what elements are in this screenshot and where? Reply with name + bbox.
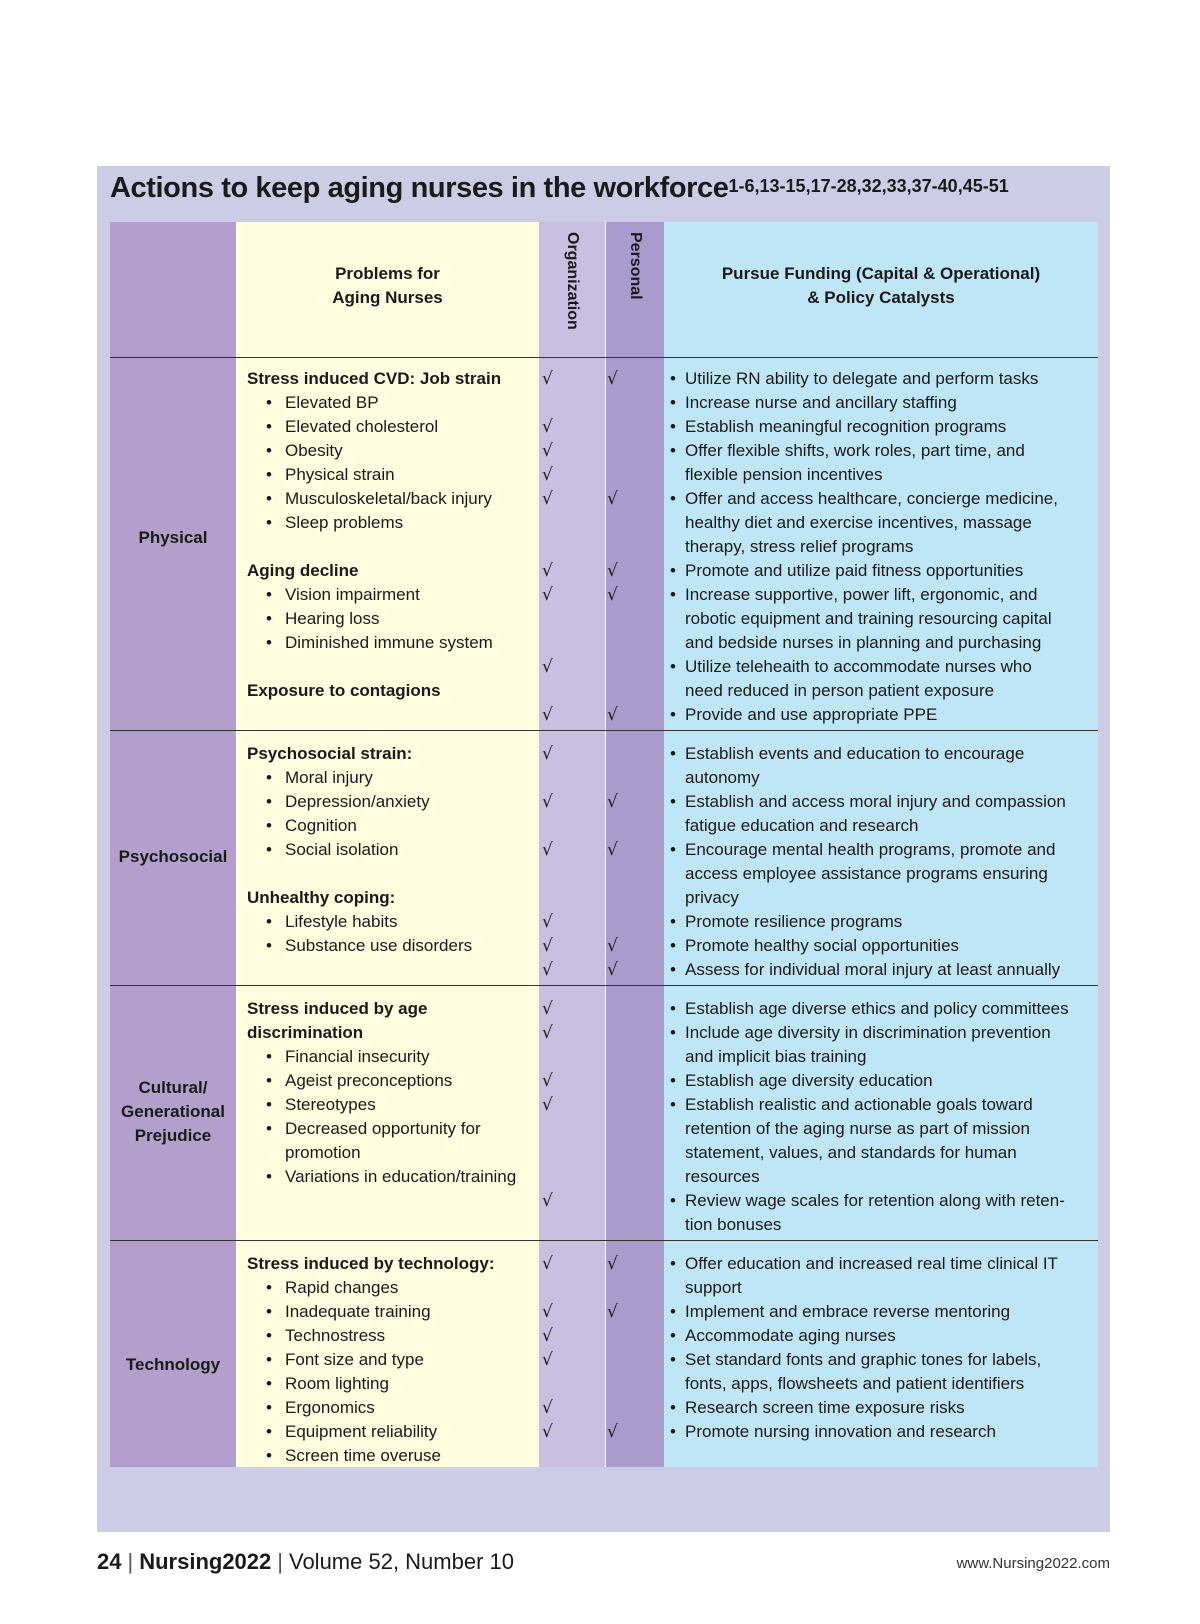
personal-check: √ bbox=[607, 1302, 618, 1322]
funding-item-continued: flexible pension incentives bbox=[685, 465, 883, 484]
organization-check: √ bbox=[542, 1326, 553, 1346]
funding-item-text: Include age diversity in discrimination prevention bbox=[685, 1023, 1051, 1042]
problem-item-text: Moral injury bbox=[285, 768, 373, 787]
problem-item-text: Screen time overuse bbox=[285, 1446, 441, 1465]
funding-item-text: Establish meaningful recognition programs bbox=[685, 417, 1007, 436]
personal-check: √ bbox=[607, 960, 618, 980]
header-problems bbox=[236, 262, 539, 310]
header-problems-line-2: Aging Nurses bbox=[332, 288, 443, 307]
organization-check: √ bbox=[542, 744, 553, 764]
funding-item-continued: fatigue education and research bbox=[685, 816, 919, 835]
category-line: Generational bbox=[121, 1102, 225, 1121]
header-personal: Personal bbox=[627, 232, 644, 300]
problem-item-text: Elevated BP bbox=[285, 393, 379, 412]
organization-check: √ bbox=[542, 489, 553, 509]
problem-item-text: Substance use disorders bbox=[285, 936, 473, 955]
funding-item-continued: access employee assistance programs ensuring bbox=[685, 864, 1048, 883]
category-line: Prejudice bbox=[134, 1126, 212, 1145]
page-number: 24 bbox=[97, 1549, 122, 1574]
funding-item-text: Encourage mental health programs, promote and bbox=[685, 840, 1056, 859]
organization-check: √ bbox=[542, 1191, 553, 1211]
organization-check: √ bbox=[542, 792, 553, 812]
funding-item-continued: resources bbox=[685, 1167, 760, 1186]
funding-item-text: Promote nursing innovation and research bbox=[685, 1422, 996, 1441]
problem-item-text: Depression/anxiety bbox=[285, 792, 430, 811]
organization-check: √ bbox=[542, 1095, 553, 1115]
funding-item-continued: and implicit bias training bbox=[685, 1047, 867, 1066]
personal-check: √ bbox=[607, 840, 618, 860]
problem-item-text: Financial insecurity bbox=[285, 1047, 430, 1066]
title-text: Actions to keep aging nurses in the workforce bbox=[110, 172, 729, 204]
funding-item-continued: therapy, stress relief programs bbox=[685, 537, 914, 556]
problem-item-text: Decreased opportunity for bbox=[285, 1119, 481, 1138]
organization-check: √ bbox=[542, 1023, 553, 1043]
organization-check: √ bbox=[542, 561, 553, 581]
problem-item-text: Diminished immune system bbox=[285, 633, 493, 652]
funding-item-text: Promote and utilize paid fitness opportunities bbox=[685, 561, 1024, 580]
organization-check: √ bbox=[542, 441, 553, 461]
funding-item-text: Assess for individual moral injury at least annually bbox=[685, 960, 1061, 979]
problem-item-text: Ergonomics bbox=[285, 1398, 375, 1417]
funding-item-text: Increase supportive, power lift, ergonomic, and bbox=[685, 585, 1038, 604]
funding-item-text: Offer education and increased real time clinical IT bbox=[685, 1254, 1058, 1273]
organization-check: √ bbox=[542, 705, 553, 725]
problem-item-text: Room lighting bbox=[285, 1374, 389, 1393]
category-psychosocial: Psychosocial bbox=[118, 847, 228, 866]
problem-item-text: Lifestyle habits bbox=[285, 912, 398, 931]
problem-heading: Stress induced by age bbox=[247, 999, 428, 1018]
problem-heading: Psychosocial strain: bbox=[247, 744, 413, 763]
funding-item-text: Establish events and education to encourage bbox=[685, 744, 1025, 763]
problem-item-text: Physical strain bbox=[285, 465, 395, 484]
row-divider bbox=[110, 985, 1098, 986]
header-funding bbox=[664, 262, 1098, 310]
funding-item-text: Offer and access healthcare, concierge medicine, bbox=[685, 489, 1058, 508]
funding-item-continued: privacy bbox=[685, 888, 739, 907]
category-line: Cultural/ bbox=[138, 1078, 208, 1097]
funding-item-continued: tion bonuses bbox=[685, 1215, 782, 1234]
problem-item-text: Equipment reliability bbox=[285, 1422, 438, 1441]
funding-item-continued: need reduced in person patient exposure bbox=[685, 681, 995, 700]
problem-item-text: Technostress bbox=[285, 1326, 386, 1345]
personal-check: √ bbox=[607, 489, 618, 509]
funding-item-text: Utilize teleheaith to accommodate nurses who bbox=[685, 657, 1032, 676]
organization-check: √ bbox=[542, 999, 553, 1019]
organization-check: √ bbox=[542, 369, 553, 389]
problem-heading: Aging decline bbox=[247, 561, 359, 580]
personal-check: √ bbox=[607, 1422, 618, 1442]
row-divider bbox=[110, 357, 1098, 358]
funding-item-continued: robotic equipment and training resourcing capital bbox=[685, 609, 1052, 628]
problem-heading: Stress induced by technology: bbox=[247, 1254, 495, 1273]
website-link[interactable]: www.Nursing2022.com bbox=[956, 1555, 1110, 1572]
problem-heading: Exposure to contagions bbox=[247, 681, 441, 700]
personal-check: √ bbox=[607, 792, 618, 812]
title-references: 1-6,13-15,17-28,32,33,37-40,45-51 bbox=[728, 176, 1009, 196]
organization-check: √ bbox=[542, 936, 553, 956]
funding-item-text: Research screen time exposure risks bbox=[685, 1398, 965, 1417]
row-divider bbox=[110, 1240, 1098, 1241]
funding-item-text: Provide and use appropriate PPE bbox=[685, 705, 938, 724]
organization-check: √ bbox=[542, 657, 553, 677]
funding-item-text: Establish age diverse ethics and policy committees bbox=[685, 999, 1069, 1018]
personal-check: √ bbox=[607, 705, 618, 725]
organization-check: √ bbox=[542, 417, 553, 437]
table-title bbox=[110, 172, 1009, 205]
organization-check: √ bbox=[542, 1302, 553, 1322]
personal-check: √ bbox=[607, 1254, 618, 1274]
problem-item-text: Font size and type bbox=[285, 1350, 424, 1369]
personal-check: √ bbox=[607, 936, 618, 956]
funding-item-continued: statement, values, and standards for human bbox=[685, 1143, 1017, 1162]
funding-item-text: Promote healthy social opportunities bbox=[685, 936, 960, 955]
magazine-name: Nursing2022 bbox=[139, 1549, 272, 1574]
organization-check: √ bbox=[542, 912, 553, 932]
funding-item-text: Promote resilience programs bbox=[685, 912, 903, 931]
funding-item-text: Utilize RN ability to delegate and perform tasks bbox=[685, 369, 1039, 388]
category-technology: Technology bbox=[125, 1355, 221, 1374]
problem-item-text: Obesity bbox=[285, 441, 343, 460]
problem-item-text: Ageist preconceptions bbox=[285, 1071, 453, 1090]
organization-check: √ bbox=[542, 585, 553, 605]
funding-item-text: Establish realistic and actionable goals toward bbox=[685, 1095, 1033, 1114]
page-footer bbox=[97, 1549, 514, 1575]
row-divider bbox=[110, 730, 1098, 731]
organization-check: √ bbox=[542, 1422, 553, 1442]
problem-item-text: Cognition bbox=[285, 816, 357, 835]
problem-item-text: Social isolation bbox=[285, 840, 399, 859]
funding-item-text: Accommodate aging nurses bbox=[685, 1326, 896, 1345]
problem-item-text: Sleep problems bbox=[285, 513, 404, 532]
funding-item-continued: fonts, apps, flowsheets and patient identifiers bbox=[685, 1374, 1025, 1393]
organization-check: √ bbox=[542, 960, 553, 980]
problem-item-continued: promotion bbox=[285, 1143, 361, 1162]
problem-item-text: Inadequate training bbox=[285, 1302, 431, 1321]
problem-item-text: Vision impairment bbox=[285, 585, 420, 604]
personal-check: √ bbox=[607, 561, 618, 581]
organization-check: √ bbox=[542, 465, 553, 485]
category-cultural-generational-prejudice bbox=[110, 1076, 236, 1148]
funding-item-continued: and bedside nurses in planning and purchasing bbox=[685, 633, 1042, 652]
category-physical: Physical bbox=[138, 528, 208, 547]
funding-item-text: Offer flexible shifts, work roles, part time, and bbox=[685, 441, 1025, 460]
funding-item-text: Set standard fonts and graphic tones for labels, bbox=[685, 1350, 1042, 1369]
problem-heading-continued: discrimination bbox=[247, 1023, 364, 1042]
funding-item-text: Increase nurse and ancillary staffing bbox=[685, 393, 957, 412]
organization-check: √ bbox=[542, 840, 553, 860]
funding-item-text: Establish and access moral injury and compassion bbox=[685, 792, 1066, 811]
organization-check: √ bbox=[542, 1071, 553, 1091]
organization-check: √ bbox=[542, 1398, 553, 1418]
problem-item-text: Rapid changes bbox=[285, 1278, 399, 1297]
header-organization: Organization bbox=[564, 232, 581, 330]
problem-heading: Unhealthy coping: bbox=[247, 888, 396, 907]
funding-item-continued: retention of the aging nurse as part of mission bbox=[685, 1119, 1030, 1138]
organization-check: √ bbox=[542, 1350, 553, 1370]
problem-item-text: Hearing loss bbox=[285, 609, 380, 628]
funding-item-text: Implement and embrace reverse mentoring bbox=[685, 1302, 1011, 1321]
funding-item-continued: autonomy bbox=[685, 768, 760, 787]
actions-table bbox=[110, 222, 1098, 1467]
problem-item-text: Elevated cholesterol bbox=[285, 417, 439, 436]
header-funding-line-2: & Policy Catalysts bbox=[807, 288, 955, 307]
problem-item-text: Musculoskeletal/back injury bbox=[285, 489, 492, 508]
problem-item-text: Stereotypes bbox=[285, 1095, 376, 1114]
funding-item-text: Establish age diversity education bbox=[685, 1071, 933, 1090]
funding-item-text: Review wage scales for retention along with reten- bbox=[685, 1191, 1065, 1210]
footer-separator: | bbox=[127, 1549, 134, 1574]
problem-item-text: Variations in education/training bbox=[285, 1167, 517, 1186]
header-problems-line-1: Problems for bbox=[335, 264, 440, 283]
organization-check: √ bbox=[542, 1254, 553, 1274]
issue-info: Volume 52, Number 10 bbox=[288, 1549, 515, 1574]
funding-item-continued: healthy diet and exercise incentives, massage bbox=[685, 513, 1032, 532]
problem-heading: Stress induced CVD: Job strain bbox=[247, 369, 502, 388]
personal-check: √ bbox=[607, 369, 618, 389]
header-funding-line-1: Pursue Funding (Capital & Operational) bbox=[721, 264, 1041, 283]
footer-separator: | bbox=[277, 1549, 283, 1574]
funding-item-continued: support bbox=[685, 1278, 742, 1297]
personal-check: √ bbox=[607, 585, 618, 605]
